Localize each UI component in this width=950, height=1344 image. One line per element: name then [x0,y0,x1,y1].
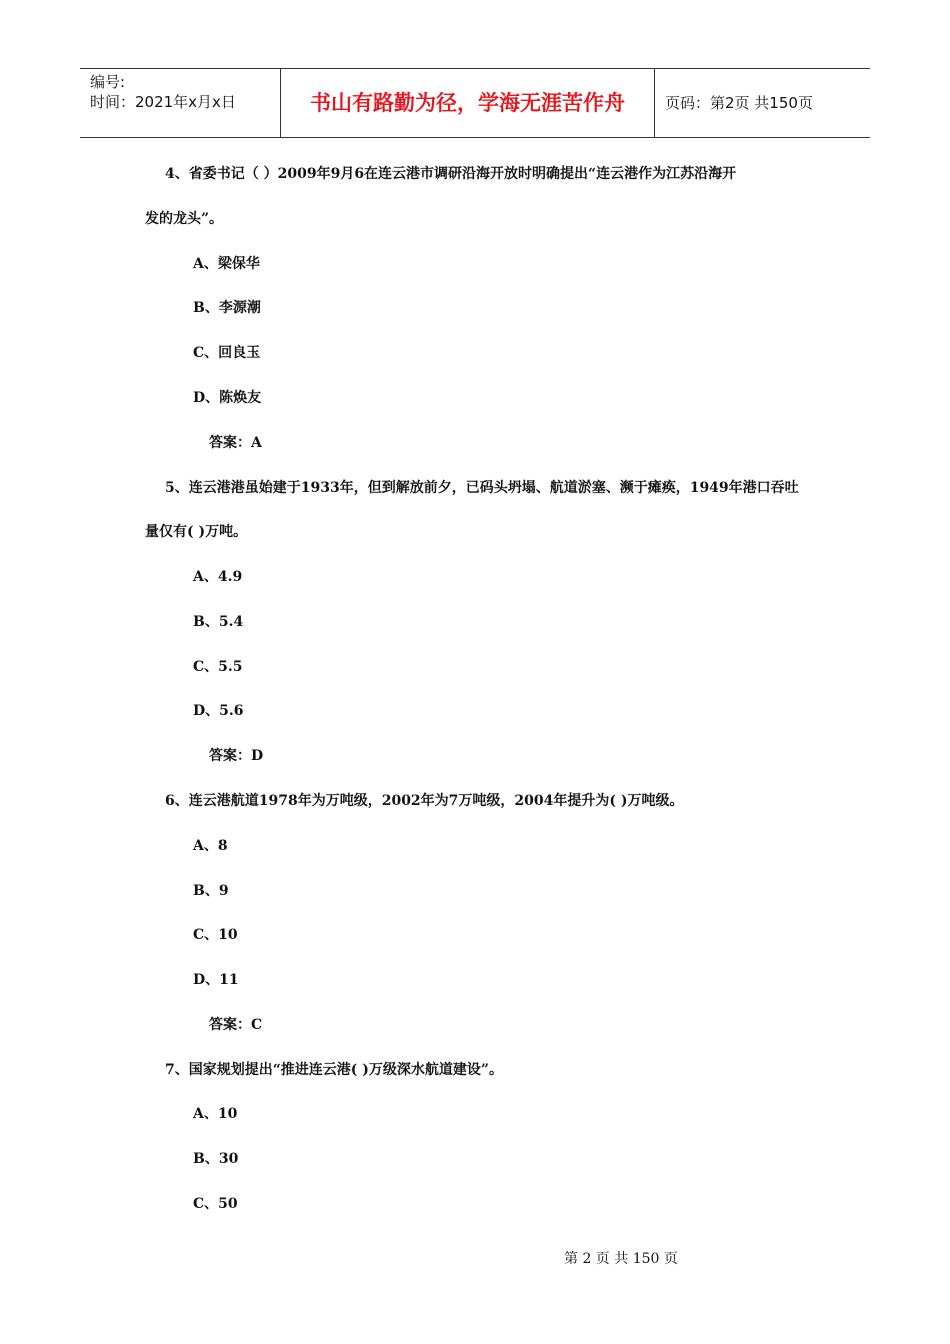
question-6-option-d: D、11 [193,972,239,988]
header-left-cell [80,69,281,137]
motto-text: 书山有路勤为径，学海无涯苦作舟 [281,69,655,137]
page-info: 页码：第2页 共150页 [665,94,813,112]
question-4-text-cont: 发的龙头”。 [145,211,224,227]
question-7-option-b: B、30 [193,1151,239,1167]
question-7-option-c: C、50 [193,1196,238,1212]
question-5-option-c: C、5.5 [193,659,243,675]
question-4-option-a: A、梁保华 [193,256,260,272]
question-5-answer: 答案：D [209,748,264,764]
question-5-option-a: A、4.9 [193,569,243,585]
page-footer: 第 2 页 共 150 页 [564,1251,678,1267]
question-6-option-a: A、8 [193,838,228,854]
date-label: 时间：2021年x月x日 [90,93,236,111]
question-4-answer: 答案：A [209,435,262,451]
question-5-option-b: B、5.4 [193,614,244,630]
question-5-text-cont: 量仅有( )万吨。 [145,524,248,540]
number-label: 编号: [90,73,126,91]
question-6-text: 6、连云港航道1978年为万吨级，2002年为7万吨级，2004年提升为( )万吨级。 [165,793,684,809]
page-header [80,68,870,138]
question-6-option-b: B、9 [193,883,229,899]
question-4-option-c: C、回良玉 [193,345,261,361]
question-4-option-b: B、李源潮 [193,300,261,316]
question-4-text: 4、省委书记（ ）2009年9月6在连云港市调研沿海开放时明确提出“连云港作为江苏沿海开 [165,166,737,182]
question-7-text: 7、国家规划提出“推进连云港( )万级深水航道建设”。 [165,1062,503,1078]
question-7-option-a: A、10 [193,1106,238,1122]
question-4-option-d: D、陈焕友 [193,390,262,406]
question-5-text: 5、连云港港虽始建于1933年，但到解放前夕，已码头坍塌、航道淤塞、濒于瘫痪，1949年港口吞吐 [165,480,799,496]
question-5-option-d: D、5.6 [193,703,244,719]
question-6-option-c: C、10 [193,927,238,943]
question-6-answer: 答案：C [209,1017,263,1033]
